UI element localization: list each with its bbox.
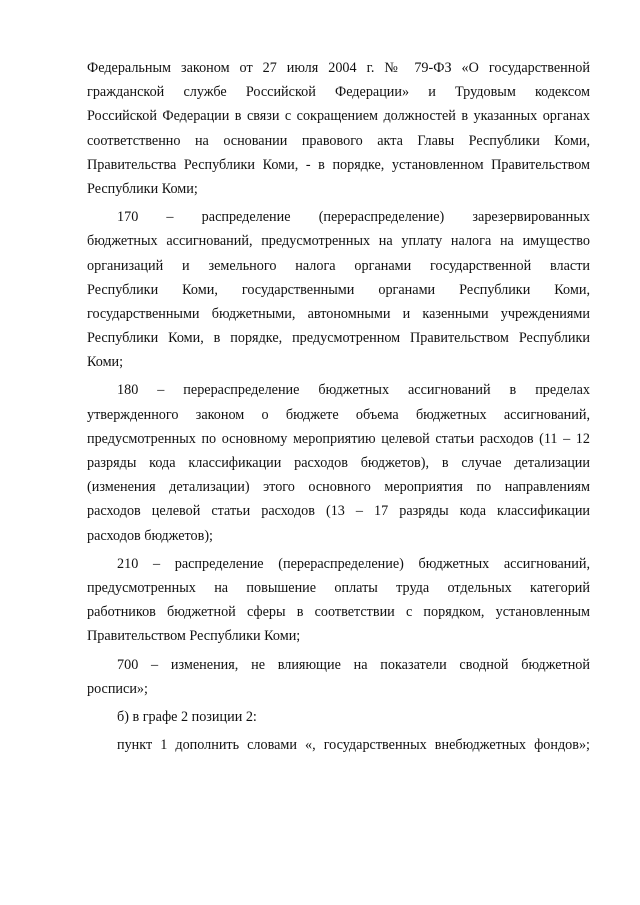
text-line: Республики Коми, государственными органами Республики Коми, [87, 281, 590, 298]
text-line: Республики Коми, в порядке, предусмотренном Правительством Республики [87, 330, 590, 347]
text-line: Правительства Республики Коми, - в порядке, установленном Правительством [87, 156, 590, 173]
document-paragraph [87, 56, 590, 201]
text-line: 210 – распределение (перераспределение) бюджетных ассигнований, [117, 555, 590, 572]
text-line: б) в графе 2 позиции 2: [117, 708, 257, 725]
text-line: предусмотренных по основному мероприятию целевой статьи расходов (11 – 12 [87, 430, 590, 447]
text-line: (изменения детализации) этого основного мероприятия по направлениям [87, 479, 590, 496]
document-paragraph [87, 733, 590, 757]
text-line: 170 – распределение (перераспределение) зарезервированных [117, 209, 590, 226]
document-paragraph [87, 378, 590, 547]
text-line: расходов целевой статьи расходов (13 – 17 разряды кода классификации [87, 503, 590, 520]
text-line: Российской Федерации в связи с сокращением должностей в указанных органах [87, 108, 590, 125]
document-paragraph [87, 653, 590, 701]
text-line: работников бюджетной сферы в соответствии с порядком, установленным [87, 604, 590, 621]
document-paragraph [87, 552, 590, 649]
text-line: Правительством Республики Коми; [87, 628, 301, 645]
text-line: 180 – перераспределение бюджетных ассигнований в пределах [117, 382, 590, 399]
text-line: разряды кода классификации расходов бюджетов), в случае детализации [87, 455, 590, 471]
text-line: росписи»; [87, 680, 148, 697]
text-line: 700 – изменения, не влияющие на показатели сводной бюджетной [117, 656, 590, 673]
text-line: расходов бюджетов); [87, 527, 213, 544]
text-line: бюджетных ассигнований, предусмотренных на уплату налога на имущество [87, 233, 590, 250]
text-line: гражданской службе Российской Федерации» и Трудовым кодексом [87, 84, 590, 101]
text-line: государственными бюджетными, автономными и казенными учреждениями [87, 305, 590, 322]
text-line: утвержденного законом о бюджете объема бюджетных ассигнований, [87, 406, 590, 423]
text-line: Республики Коми; [87, 180, 198, 197]
text-line: предусмотренных на повышение оплаты труда отдельных категорий [87, 579, 590, 596]
text-line: Коми; [87, 354, 124, 371]
document-paragraph [87, 705, 590, 729]
document-page [87, 56, 590, 757]
text-line: соответственно на основании правового акта Главы Республики Коми, [87, 132, 590, 149]
text-line: пункт 1 дополнить словами «, государственных внебюджетных фондов»; [117, 737, 590, 754]
text-line: организаций и земельного налога органами государственной власти [87, 257, 590, 274]
document-paragraph [87, 205, 590, 374]
text-line: Федеральным законом от 27 июля 2004 г. № 79-ФЗ «О государственной [87, 60, 590, 76]
